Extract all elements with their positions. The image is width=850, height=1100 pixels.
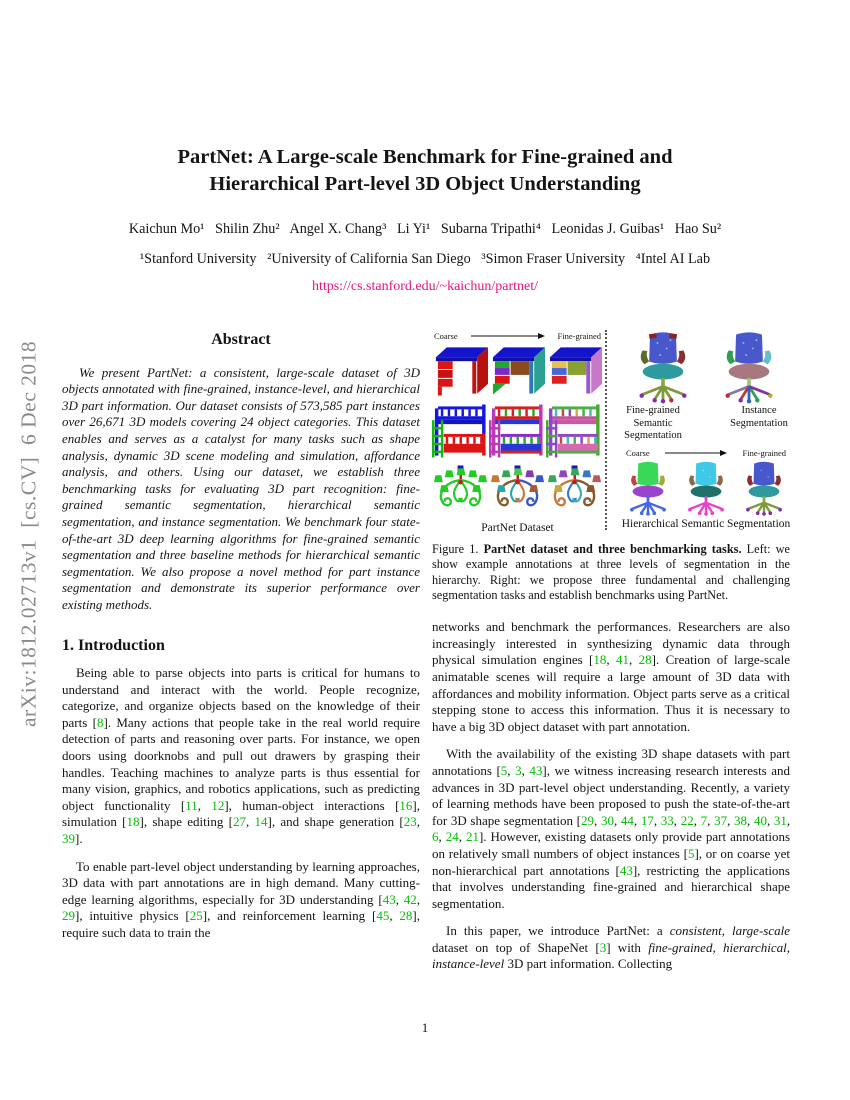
coarse-label: Coarse bbox=[434, 331, 458, 341]
bunkbed-render-coarse bbox=[432, 399, 489, 463]
right-arrow-icon-2 bbox=[665, 449, 727, 457]
project-url-row bbox=[50, 279, 800, 295]
citation-link[interactable]: 37 bbox=[714, 812, 728, 828]
chair-render-hier-mid bbox=[680, 460, 732, 516]
intro-paragraph-1: Being able to parse objects into parts is critical for humans to understand and interact with the world. People recognize, categorize, and organize objects based on the knowledge of their parts [8]. Many actions that people take in the real world require detection of parts and reasoning over parts. For instance, we open doors using doorknobs and pull out drawers by grasping their handles. Teaching machines to analyze parts is thus essential for many vision, graphics, and robotics applications, such as predicting object functionality [11, 12], human-object interactions [16], simulation [18], shape editing [27, 14], and shape generation [23, 39]. bbox=[62, 665, 420, 847]
partnet-dataset-label: PartNet Dataset bbox=[481, 522, 554, 534]
author-line: Kaichun Mo¹ Shilin Zhu² Angel X. Chang³ Li Yi¹ Subarna Tripathi⁴ Leonidas J. Guibas¹ Hao Su² bbox=[128, 221, 722, 237]
chandelier-render-fine bbox=[546, 464, 603, 520]
chandelier-render-mid bbox=[489, 464, 546, 520]
citation-link[interactable]: 28 bbox=[638, 652, 652, 668]
coarse-to-fine-header bbox=[432, 330, 603, 342]
citation-link[interactable]: 27 bbox=[232, 814, 246, 830]
citation-link[interactable]: 33 bbox=[660, 812, 674, 828]
citation-link[interactable]: 11 bbox=[185, 797, 198, 813]
dataset-examples-grid bbox=[432, 342, 603, 520]
figure-right-panel bbox=[609, 330, 803, 534]
citation-link[interactable]: 39 bbox=[62, 831, 75, 847]
citation-link[interactable]: 18 bbox=[593, 652, 607, 668]
citation-link[interactable]: 38 bbox=[734, 812, 747, 828]
citation-link[interactable]: 7 bbox=[700, 812, 708, 828]
citation-link[interactable]: 41 bbox=[616, 652, 630, 668]
figure-1 bbox=[432, 330, 790, 603]
page-number: 1 bbox=[421, 1020, 429, 1035]
citation-link[interactable]: 16 bbox=[399, 797, 413, 813]
figure-left-panel bbox=[432, 330, 603, 534]
fine-grained-label: Fine-grained bbox=[557, 331, 601, 341]
task-labels-row bbox=[609, 405, 803, 443]
right-column bbox=[432, 330, 790, 973]
citation-link[interactable]: 8 bbox=[96, 714, 104, 730]
citation-link[interactable]: 17 bbox=[640, 812, 654, 828]
bunkbed-render-mid bbox=[489, 399, 546, 463]
chair-render-fine-semantic bbox=[627, 330, 699, 404]
citation-link[interactable]: 6 bbox=[432, 829, 439, 845]
citation-link[interactable]: 12 bbox=[211, 797, 225, 813]
chair-render-hier-fine bbox=[738, 460, 790, 516]
citation-link[interactable]: 29 bbox=[581, 812, 594, 828]
paper-title bbox=[75, 144, 775, 198]
intro-paragraph-2: To enable part-level object understanding by learning approaches, 3D data with part annotations are in high demand. Many cutting-edge learning algorithms, especially for 3D understanding [43, 42, 29], intuitive physics [25], and reinforcement learning [45, 28], require such data to train the bbox=[62, 858, 420, 940]
desk-render-coarse bbox=[432, 342, 489, 398]
rightcol-paragraph-3: In this paper, we introduce PartNet: a consistent, large-scale dataset on top of ShapeNet [3] with fine-grained, hierarchical, instance-level 3D part information. Collecting bbox=[432, 923, 790, 972]
arxiv-watermark: arXiv:1812.02713v1 [cs.CV] 6 Dec 2018 bbox=[16, 340, 41, 728]
citation-link[interactable]: 30 bbox=[600, 812, 614, 828]
citation-link[interactable]: 22 bbox=[680, 812, 694, 828]
desk-render-fine bbox=[546, 342, 603, 398]
rightcol-paragraph-1: networks and benchmark the performances. Researchers are also increasingly interested in synthesizing dynamic data through physical simulation engines [18, 41, 28]. Creation of large-scale animatable scenes will require a large amount of 3D data with affordances and mobility information. Object parts serve as a critical stepping stone to access this information. Thus it is necessary to have a big 3D object dataset with part annotation. bbox=[432, 619, 790, 734]
right-arrow-icon bbox=[471, 332, 545, 340]
title-line-1: PartNet: A Large-scale Benchmark for Fine-grained and bbox=[177, 146, 673, 168]
chandelier-render-coarse bbox=[432, 464, 489, 520]
hierarchical-chairs-row bbox=[622, 460, 790, 516]
citation-link[interactable]: 14 bbox=[254, 814, 268, 830]
abstract-text: We present PartNet: a consistent, large-scale dataset of 3D objects annotated with fine-grained, instance-level, and hierarchical 3D part information. Our dataset consists of 573,585 part instances over 26,671 3D models covering 24 object categories. This dataset enables and serves as a catalyst for many tasks such as shape analysis, dynamic 3D scene modeling and simulation, affordance analysis, and others. Using our dataset, we establish three benchmarking tasks for evaluating 3D part recognition: fine-grained semantic segmentation, hierarchical semantic segmentation, and instance segmentation. We benchmark four state-of-the-art 3D deep learning algorithms for fine-grained semantic segmentation and three baseline methods for hierarchical semantic segmentation. We also propose a novel method for part instance segmentation and demonstrate its superior performance over existing methods. bbox=[62, 364, 420, 612]
citation-link[interactable]: 23 bbox=[403, 814, 417, 830]
citation-link[interactable]: 42 bbox=[403, 891, 417, 907]
panel-divider bbox=[605, 330, 607, 530]
citation-link[interactable]: 31 bbox=[773, 812, 787, 828]
citation-link[interactable]: 3 bbox=[515, 762, 522, 778]
citation-link[interactable]: 44 bbox=[620, 812, 634, 828]
citation-link[interactable]: 25 bbox=[189, 908, 203, 924]
citation-link[interactable]: 43 bbox=[619, 862, 633, 878]
coarse-label-2: Coarse bbox=[626, 447, 650, 458]
instance-segmentation-label: Instance Segmentation bbox=[730, 405, 788, 429]
fine-grained-label-2: Fine-grained bbox=[742, 447, 786, 458]
citation-link[interactable]: 5 bbox=[687, 845, 695, 861]
citation-link[interactable]: 3 bbox=[599, 939, 607, 955]
citation-link[interactable]: 45 bbox=[376, 908, 390, 924]
figure-1-image bbox=[432, 330, 790, 534]
citation-link[interactable]: 28 bbox=[399, 908, 413, 924]
citation-link[interactable]: 29 bbox=[62, 908, 75, 924]
citation-link[interactable]: 21 bbox=[465, 829, 479, 845]
citation-link[interactable]: 24 bbox=[445, 829, 459, 845]
left-column bbox=[62, 330, 420, 942]
hierarchical-semantic-segmentation-label: Hierarchical Semantic Segmentation bbox=[621, 517, 791, 530]
title-line-2: Hierarchical Part-level 3D Object Understanding bbox=[209, 173, 641, 195]
section-heading-introduction: 1. Introduction bbox=[62, 636, 165, 654]
project-url-link[interactable]: https://cs.stanford.edu/~kaichun/partnet/ bbox=[311, 279, 539, 294]
task-chairs-row bbox=[627, 330, 785, 404]
citation-link[interactable]: 43 bbox=[382, 891, 396, 907]
abstract-heading: Abstract bbox=[211, 331, 271, 348]
chair-render-hier-coarse bbox=[622, 460, 674, 516]
bunkbed-render-fine bbox=[546, 399, 603, 463]
desk-render-mid bbox=[489, 342, 546, 398]
citation-link[interactable]: 40 bbox=[753, 812, 767, 828]
coarse-to-fine-header-2 bbox=[624, 447, 788, 459]
citation-link[interactable]: 18 bbox=[126, 814, 140, 830]
fine-grained-semantic-segmentation-label: Fine-grained Semantic Segmentation bbox=[624, 405, 682, 441]
chair-render-instance bbox=[713, 330, 785, 404]
citation-link[interactable]: 5 bbox=[500, 762, 508, 778]
citation-link[interactable]: 43 bbox=[529, 762, 543, 778]
affiliation-line: ¹Stanford University ²University of California San Diego ³Simon Fraser University ⁴Intel AI Lab bbox=[139, 251, 711, 267]
rightcol-paragraph-2: With the availability of the existing 3D shape datasets with part annotations [5, 3, 43], we witness increasing research interests and advances in 3D part-level object understanding. Recently, a variety of learning methods have been proposed to push the state-of-the-art for 3D shape segmentation [29, 30, 44, 17, 33, 22, 7, 37, 38, 40, 31, 6, 24, 21]. However, existing datasets only provide part annotations on relatively small numbers of object instances [5], or on coarse yet non-hierarchical part annotations [43], restricting the applications that involves understanding fine-grained and hierarchical shape segmentation. bbox=[432, 746, 791, 911]
figure-1-caption: Figure 1. PartNet dataset and three benchmarking tasks. Left: we show example annotations at three levels of segmentation in the hierarchy. Right: we propose three fundamental and challenging segmentation tasks and establish benchmarks using PartNet. bbox=[432, 542, 790, 602]
